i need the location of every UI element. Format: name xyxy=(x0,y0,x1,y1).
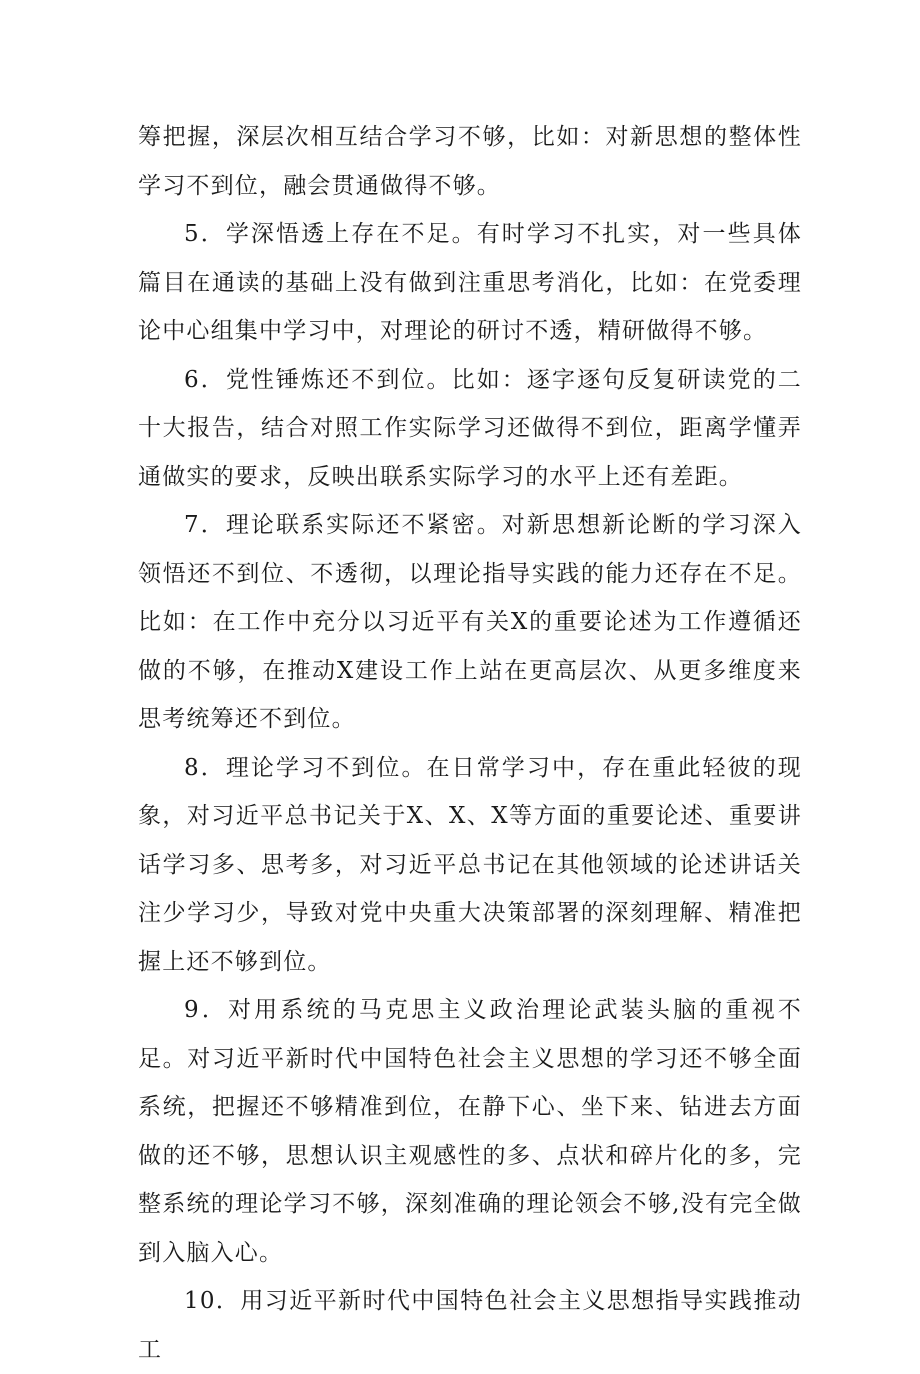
paragraph-item-7: 7．理论联系实际还不紧密。对新思想新论断的学习深入领悟还不到位、不透彻，以理论指导实践的能力还存在不足。比如：在工作中充分以习近平有关X的重要论述为工作遵循还做的不够，在推动X建设工作上站在更高层次、从更多维度来思考统筹还不到位。 xyxy=(138,512,802,732)
paragraph-item-10: 10．用习近平新时代中国特色社会主义思想指导实践推动工 xyxy=(138,1288,802,1363)
paragraph-item-6: 6．党性锤炼还不到位。比如：逐字逐句反复研读党的二十大报告，结合对照工作实际学习还做得不到位，距离学懂弄通做实的要求，反映出联系实际学习的水平上还有差距。 xyxy=(138,366,802,490)
paragraph-continuation: 筹把握，深层次相互结合学习不够，比如：对新思想的整体性学习不到位，融会贯通做得不够。 xyxy=(138,124,802,199)
paragraph-item-9: 9．对用系统的马克思主义政治理论武装头脑的重视不足。对习近平新时代中国特色社会主义思想的学习还不够全面系统，把握还不够精准到位，在静下心、坐下来、钻进去方面做的还不够，思想认识主观感性的多、点状和碎片化的多，完整系统的理论学习不够，深刻准确的理论领会不够,没有完全做到入脑入心。 xyxy=(138,997,802,1266)
paragraph-item-5: 5．学深悟透上存在不足。有时学习不扎实，对一些具体篇目在通读的基础上没有做到注重思考消化，比如：在党委理论中心组集中学习中，对理论的研讨不透，精研做得不够。 xyxy=(138,221,802,344)
paragraph-item-8: 8．理论学习不到位。在日常学习中，存在重此轻彼的现象，对习近平总书记关于X、X、X等方面的重要论述、重要讲话学习多、思考多，对习近平总书记在其他领域的论述讲话关注少学习少，导致对党中央重大决策部署的深刻理解、精准把握上还不够到位。 xyxy=(138,754,802,975)
